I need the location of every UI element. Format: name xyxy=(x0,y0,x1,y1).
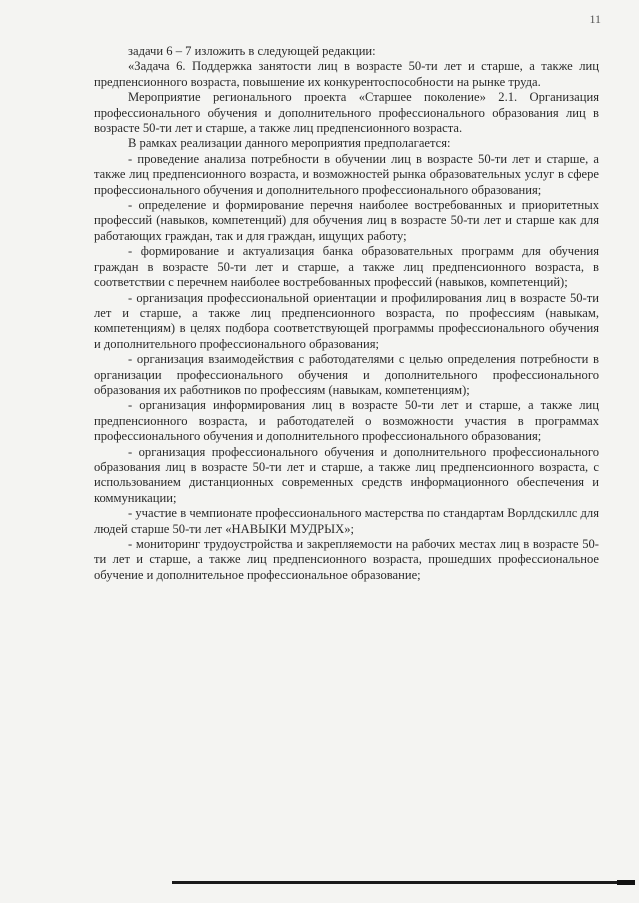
scan-bottom-line xyxy=(172,881,617,884)
list-item: - организация профессиональной ориентации и профилирования лиц в возрасте 50-ти лет и старше, а также лиц предпенсионного возраста, по профессиям (навыкам, компетенциям) в целях подбора соответствующей программы профессионального обучения и дополнительного профессионального образования; xyxy=(94,290,599,351)
list-item: - участие в чемпионате профессионального мастерства по стандартам Ворлдскиллс для людей старше 50-ти лет «НАВЫКИ МУДРЫХ»; xyxy=(94,506,599,536)
list-item: - проведение анализа потребности в обучении лиц в возрасте 50-ти лет и старше, а также лиц предпенсионного возраста, и возможностей рынка образовательных услуг в сфере профессионального обучения и дополнительного профессионального образования; xyxy=(94,151,599,197)
list-item: - мониторинг трудоустройства и закрепляемости на рабочих местах лиц в возрасте 50-ти лет и старше, а также лиц предпенсионного возраста, прошедших профессиональное обучение и дополнительное профессиональное образование; xyxy=(94,537,599,582)
list-item: - организация информирования лиц в возрасте 50-ти лет и старше, а также лиц предпенсионного возраста, и работодателей о возможности участия в программах профессионального обучения и дополнительного профессионального образования; xyxy=(94,398,599,444)
task-heading: «Задача 6. Поддержка занятости лиц в возрасте 50-ти лет и старше, а также лиц предпенсионного возраста, повышение их конкурентоспособности на рынке труда. xyxy=(94,59,599,89)
page-number: 11 xyxy=(589,12,601,26)
list-item: - формирование и актуализация банка образовательных программ для обучения граждан в возрасте 50-ти лет и старше, а также лиц предпенсионного возраста, в соответствии с перечнем наиболее востребованных профессий (навыков, компетенций); xyxy=(94,244,599,290)
intro-line: задачи 6 – 7 изложить в следующей редакции: xyxy=(128,44,376,58)
document-body xyxy=(94,44,599,583)
measure-paragraph: Мероприятие регионального проекта «Старшее поколение» 2.1. Организация профессионального обучения и дополнительного профессионального образования лиц в возрасте 50-ти лет и старше, а также лиц предпенсионного возраста. xyxy=(94,90,599,136)
scan-bottom-line-edge xyxy=(617,880,635,885)
list-item: - организация профессионального обучения и дополнительного профессионального образования лиц в возрасте 50-ти лет и старше, а также лиц предпенсионного возраста, с использованием дистанционных современных средств информационного обеспечения и коммуникации; xyxy=(94,444,599,505)
intro-list-paragraph: В рамках реализации данного мероприятия предполагается: xyxy=(128,136,451,151)
list-item: - определение и формирование перечня наиболее востребованных и приоритетных профессий (навыков, компетенций) для обучения лиц в возрасте 50-ти лет и старше как для работающих граждан, так и для граждан, ищущих работу; xyxy=(94,198,599,243)
list-item: - организация взаимодействия с работодателями с целью определения потребности в организации профессионального обучения и дополнительного профессионального образования их работников по профессиям (навыкам, компетенциям); xyxy=(94,352,599,397)
